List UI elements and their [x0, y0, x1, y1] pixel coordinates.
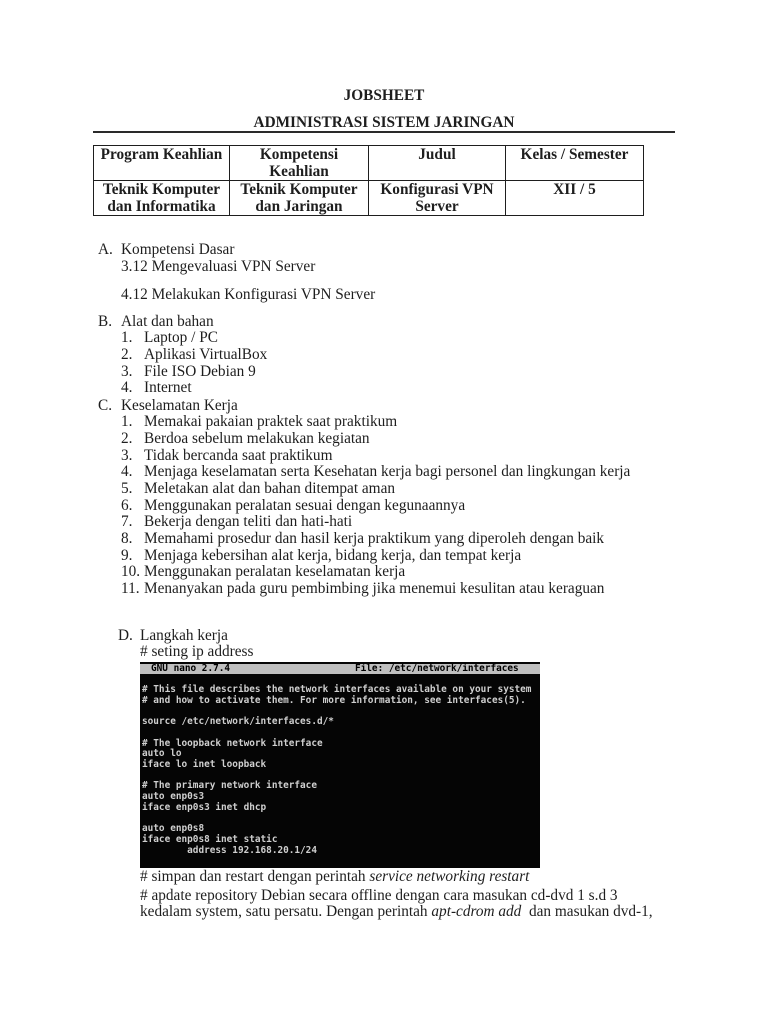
- list-item: [121, 564, 630, 581]
- list-text: Memakai pakaian praktek saat praktikum: [144, 413, 398, 431]
- list-number: 7.: [121, 513, 133, 531]
- terminal-line: iface enp0s3 inet dhcp: [142, 801, 267, 813]
- terminal-line: source /etc/network/interfaces.d/*: [142, 716, 334, 728]
- list-text: Berdoa sebelum melakukan kegiatan: [144, 429, 370, 447]
- list-number: 8.: [121, 530, 133, 548]
- terminal-line: address 192.168.20.1/24: [142, 844, 317, 856]
- list-item: [121, 481, 630, 498]
- section-a-title: Kompetensi Dasar: [121, 241, 235, 258]
- list-item: [121, 414, 630, 431]
- table-value-kompetensi: Teknik Komputer dan Jaringan: [230, 181, 369, 216]
- list-text: Menanyakan pada guru pembimbing jika menemui kesulitan atau keraguan: [144, 580, 605, 598]
- section-b-heading: [98, 314, 214, 331]
- command-text: service networking restart: [369, 867, 530, 885]
- note-text: dan masukan dvd-1,: [521, 903, 653, 921]
- list-text: Menjaga keselamatan serta Kesehatan kerja bagi personel dan lingkungan kerja: [144, 463, 631, 481]
- list-number: 3.: [121, 362, 133, 380]
- list-number: 11.: [121, 580, 140, 598]
- list-item: [121, 364, 267, 381]
- list-item: [121, 464, 630, 481]
- list-item: [121, 531, 630, 548]
- section-b-title: Alat dan bahan: [121, 312, 214, 330]
- list-number: 6.: [121, 496, 133, 514]
- list-text: Aplikasi VirtualBox: [144, 345, 268, 363]
- list-text: Meletakan alat dan bahan ditempat aman: [144, 480, 396, 498]
- competency-item: 3.12 Mengevaluasi VPN Server: [121, 258, 316, 275]
- list-item: [121, 347, 267, 364]
- table-value-judul: Konfigurasi VPN Server: [369, 181, 506, 216]
- terminal-line: # The primary network interface: [142, 780, 317, 792]
- list-item: [121, 581, 630, 598]
- update-note-line-1: # apdate repository Debian secara offline dengan cara masukan cd-dvd 1 s.d 3: [140, 886, 618, 904]
- table-value-program: Teknik Komputer dan Informatika: [94, 181, 230, 216]
- terminal-line: iface enp0s8 inet static: [142, 833, 278, 845]
- list-number: 3.: [121, 446, 133, 464]
- section-d-title: Langkah kerja: [140, 626, 228, 644]
- list-number: 2.: [121, 345, 133, 363]
- list-number: 4.: [121, 463, 133, 481]
- section-c-title: Keselamatan Kerja: [121, 396, 238, 414]
- list-text: Laptop / PC: [144, 329, 218, 347]
- terminal-header-bar: [140, 664, 540, 675]
- list-item: [121, 448, 630, 465]
- list-item: [121, 431, 630, 448]
- note-text: kedalam system, satu persatu. Dengan perintah: [140, 903, 432, 921]
- restart-note: [140, 869, 529, 886]
- note-text: # simpan dan restart dengan perintah: [140, 867, 370, 885]
- list-text: Tidak bercanda saat praktikum: [144, 446, 333, 464]
- table-value-row: [94, 181, 644, 216]
- terminal-app-name: GNU nano 2.7.4: [151, 662, 231, 674]
- list-text: Memahami prosedur dan hasil kerja praktikum yang diperoleh dengan baik: [144, 530, 605, 548]
- terminal-line: auto enp0s3: [142, 791, 205, 803]
- list-number: 1.: [121, 329, 133, 347]
- document-title: JOBSHEET: [343, 87, 425, 104]
- title-rule: [93, 131, 675, 133]
- list-text: Menjaga kebersihan alat kerja, bidang kerja, dan tempat kerja: [144, 546, 522, 564]
- safety-list: [121, 414, 630, 598]
- terminal-line: # and how to activate them. For more information, see interfaces(5).: [142, 694, 526, 706]
- list-text: File ISO Debian 9: [144, 362, 256, 380]
- section-a-heading: [98, 242, 234, 259]
- table-header-kelas: Kelas / Semester: [506, 146, 644, 181]
- terminal-line: # This file describes the network interfaces available on your system: [142, 684, 532, 696]
- tools-list: [121, 330, 267, 397]
- step-ip-note: # seting ip address: [140, 643, 254, 661]
- list-number: 9.: [121, 546, 133, 564]
- info-table: [93, 145, 644, 216]
- section-c-heading: [98, 398, 238, 415]
- terminal-line: iface lo inet loopback: [142, 758, 267, 770]
- terminal-line: auto lo: [142, 748, 182, 760]
- list-item: [121, 548, 630, 565]
- section-c-marker: C.: [98, 396, 113, 414]
- command-text: apt-cdrom add: [431, 903, 522, 921]
- terminal-file-name: File: /etc/network/interfaces: [355, 662, 519, 674]
- list-text: Menggunakan peralatan sesuai dengan kegunaannya: [144, 496, 466, 514]
- table-value-kelas: XII / 5: [506, 181, 644, 216]
- list-item: [121, 498, 630, 515]
- terminal-line: auto enp0s8: [142, 823, 205, 835]
- table-header-program: Program Keahlian: [94, 146, 230, 181]
- update-note-line-2: [140, 904, 653, 921]
- competency-item: 4.12 Melakukan Konfigurasi VPN Server: [121, 285, 376, 303]
- terminal-line: # The loopback network interface: [142, 737, 323, 749]
- list-text: Internet: [144, 379, 192, 397]
- list-item: [121, 330, 267, 347]
- list-number: 4.: [121, 379, 133, 397]
- list-item: [121, 514, 630, 531]
- list-number: 2.: [121, 429, 133, 447]
- list-number: 1.: [121, 413, 133, 431]
- section-b-marker: B.: [98, 312, 113, 330]
- section-a-marker: A.: [98, 241, 113, 258]
- document-subtitle: ADMINISTRASI SISTEM JARINGAN: [253, 114, 515, 131]
- list-number: 10.: [121, 563, 141, 581]
- list-number: 5.: [121, 480, 133, 498]
- list-text: Bekerja dengan teliti dan hati-hati: [144, 513, 353, 531]
- section-d-heading: [118, 628, 228, 645]
- list-item: [121, 380, 267, 397]
- table-header-kompetensi: Kompetensi Keahlian: [230, 146, 369, 181]
- table-header-judul: Judul: [369, 146, 506, 181]
- table-header-row: [94, 146, 644, 181]
- terminal-screenshot: [140, 662, 540, 868]
- list-text: Menggunakan peralatan keselamatan kerja: [144, 563, 406, 581]
- section-d-marker: D.: [118, 626, 133, 644]
